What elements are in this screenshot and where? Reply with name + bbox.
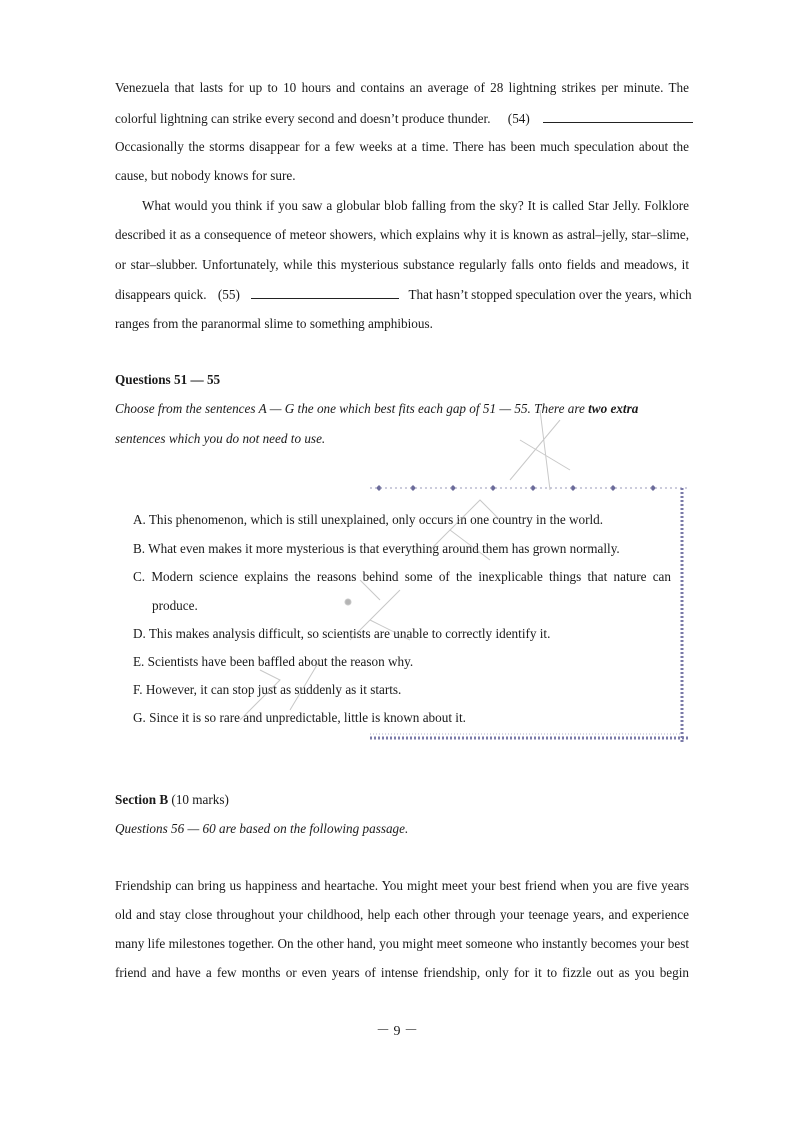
passage-line-gap-54 [115, 110, 693, 127]
passage-line: ranges from the paranormal slime to something amphibious. [115, 316, 433, 331]
passage-line: What would you think if you saw a globular blob falling from the sky? It is called Star Jelly. Folklore [142, 198, 689, 213]
section-b-heading [115, 792, 229, 808]
section-b-marks: (10 marks) [171, 792, 229, 807]
passage-line-gap-55 [115, 286, 692, 303]
passage-text: colorful lightning can strike every second and doesn’t produce thunder. [115, 111, 491, 126]
answer-blank-55[interactable] [251, 286, 399, 299]
answer-blank-54[interactable] [543, 110, 693, 123]
passage-line: described it as a consequence of meteor showers, which explains why it is known as astral–jelly, star–slime, [115, 227, 689, 242]
instruction-emphasis: two extra [588, 401, 639, 416]
section-b-title: Section B [115, 792, 169, 807]
passage-line: or star–slubber. Unfortunately, while this mysterious substance regularly falls onto fields and meadows, it [115, 257, 689, 272]
option-c-cont: produce. [152, 598, 198, 613]
option-a: A. This phenomenon, which is still unexplained, only occurs in one country in the world. [133, 512, 604, 527]
option-c: C. Modern science explains the reasons behind some of the inexplicable things that nature can [133, 569, 671, 584]
passage-line: Friendship can bring us happiness and heartache. You might meet your best friend when you are five years [115, 878, 689, 893]
gap-label-55: (55) [217, 287, 240, 302]
passage-text: That hasn’t stopped speculation over the years, which [408, 287, 692, 302]
questions-instruction [115, 401, 689, 417]
gap-label-54: (54) [507, 111, 530, 126]
passage-line: cause, but nobody knows for sure. [115, 168, 296, 183]
passage-line: old and stay close throughout your childhood, help each other through your teenage years, and experience [115, 907, 689, 922]
questions-instruction-cont: sentences which you do not need to use. [115, 431, 326, 446]
option-d: D. This makes analysis difficult, so scientists are unable to correctly identify it. [133, 626, 551, 641]
option-e: E. Scientists have been baffled about the reason why. [133, 654, 414, 669]
section-b-instruction: Questions 56 — 60 are based on the following passage. [115, 821, 409, 836]
instruction-text: Choose from the sentences A — G the one which best fits each gap of 51 — 55. There are [115, 401, 589, 416]
option-f: F. However, it can stop just as suddenly as it starts. [133, 682, 402, 697]
passage-line: Venezuela that lasts for up to 10 hours and contains an average of 28 lightning strikes per minute. The [115, 80, 689, 95]
passage-line: friend and have a few months or even years of intense friendship, only for it to fizzle out as you begin [115, 965, 689, 980]
passage-text: disappears quick. [115, 287, 207, 302]
passage-line: Occasionally the storms disappear for a few weeks at a time. There has been much speculation about the [115, 139, 689, 154]
option-b: B. What even makes it more mysterious is that everything around them has grown normally. [133, 541, 620, 556]
passage-line: many life milestones together. On the other hand, you might meet someone who instantly becomes your best [115, 936, 689, 951]
questions-heading: Questions 51 — 55 [115, 372, 221, 387]
page-number: － 9 － [376, 1024, 418, 1039]
option-g: G. Since it is so rare and unpredictable, little is known about it. [133, 710, 466, 725]
